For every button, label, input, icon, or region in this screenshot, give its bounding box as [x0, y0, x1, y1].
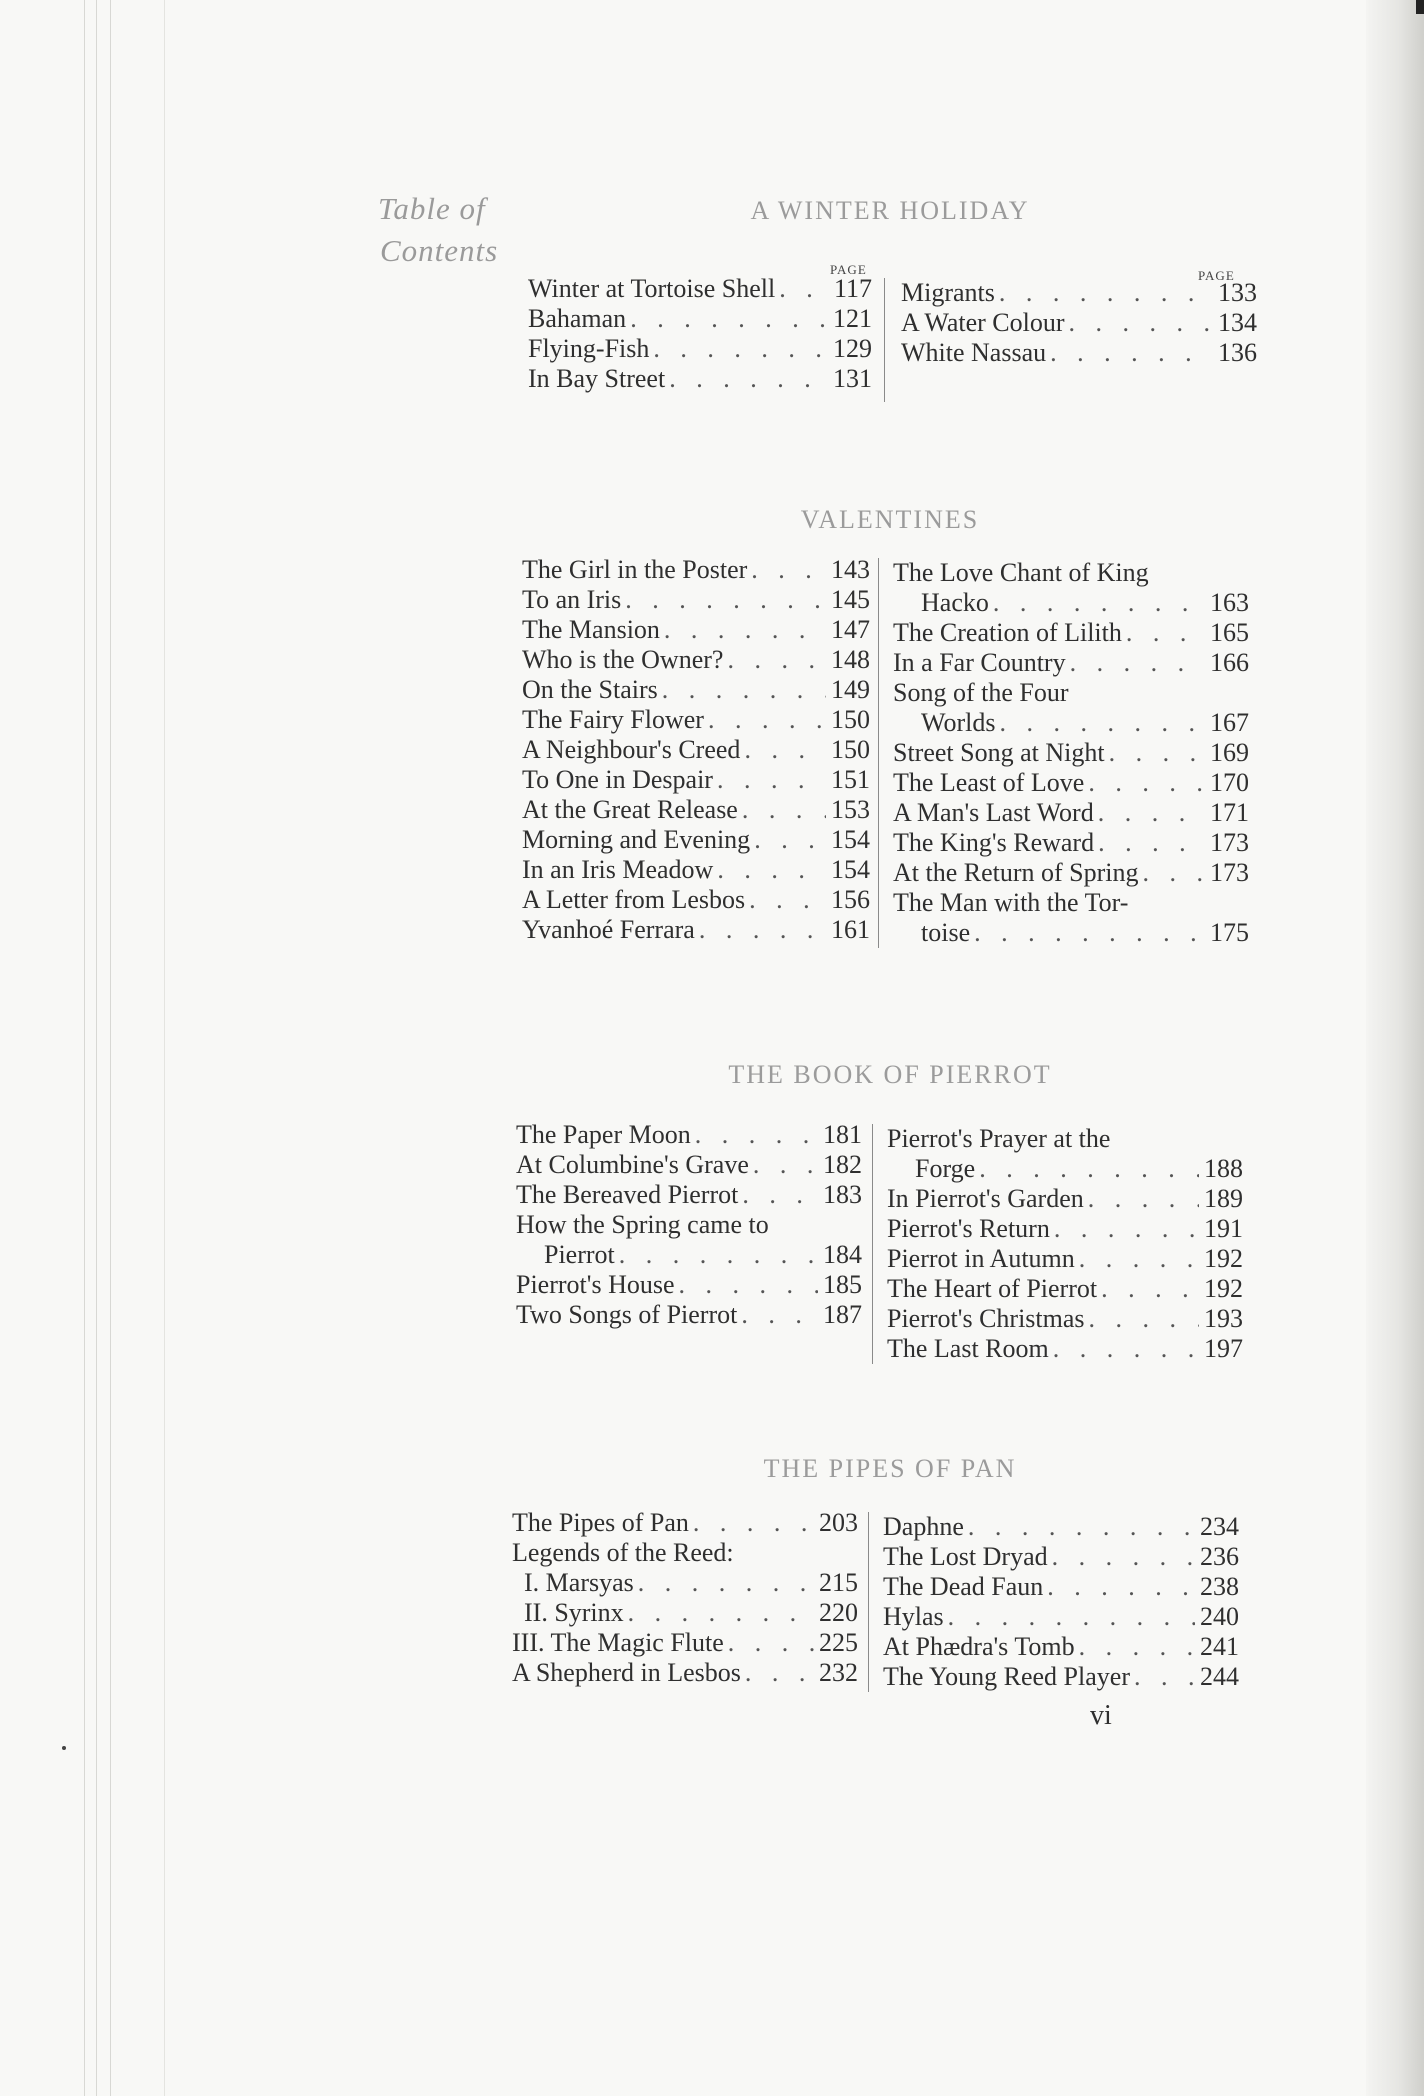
toc-entry-page: 154	[831, 825, 870, 854]
toc-leader-dots	[675, 1270, 818, 1300]
toc-entry-title: The Mansion	[522, 615, 660, 644]
toc-entry	[893, 648, 1249, 678]
toc-entry-page: 166	[1210, 648, 1249, 677]
toc-entry	[516, 1240, 862, 1270]
toc-entry	[887, 1334, 1243, 1364]
toc-entry	[522, 765, 870, 795]
toc-entry-title: III. The Magic Flute	[512, 1628, 724, 1657]
toc-entry-title: Song of the Four	[893, 678, 1069, 707]
margin-note-line: Table of	[378, 191, 486, 226]
toc-leader-dots	[615, 1240, 818, 1270]
toc-leader-dots	[1139, 858, 1205, 888]
toc-entry	[528, 334, 872, 364]
toc-leader-dots	[1097, 1274, 1199, 1304]
toc-leader-dots	[660, 615, 826, 645]
toc-leader-dots	[723, 645, 826, 675]
toc-entry-title: The Last Room	[887, 1334, 1049, 1363]
toc-entry	[512, 1658, 858, 1688]
toc-entry	[522, 855, 870, 885]
toc-entry	[522, 915, 870, 945]
toc-column-right	[868, 1512, 1239, 1692]
toc-entry	[893, 678, 1249, 708]
toc-leader-dots	[713, 765, 826, 795]
toc-leader-dots	[741, 1658, 814, 1688]
toc-leader-dots	[1050, 1214, 1199, 1244]
toc-entry-title: Pierrot's Prayer at the	[887, 1124, 1111, 1153]
toc-entry-page: 150	[831, 705, 870, 734]
toc-entry	[516, 1120, 862, 1150]
toc-leader-dots	[713, 855, 826, 885]
toc-leader-dots	[649, 334, 828, 364]
toc-leader-dots	[989, 588, 1205, 618]
toc-entry	[887, 1154, 1243, 1184]
toc-leader-dots	[738, 1180, 818, 1210]
toc-entry-title: Winter at Tortoise Shell	[528, 274, 776, 303]
toc-leader-dots	[695, 915, 826, 945]
toc-entry	[893, 918, 1249, 948]
toc-leader-dots	[1122, 618, 1205, 648]
toc-entry-page: 147	[831, 615, 870, 644]
toc-entry	[893, 588, 1249, 618]
toc-entry-page: 220	[819, 1598, 858, 1627]
toc-entry-page: 192	[1204, 1274, 1243, 1303]
toc-entry-title: At Phædra's Tomb	[883, 1632, 1075, 1661]
toc-entry-title: I. Marsyas	[524, 1568, 634, 1597]
page-column-label: PAGE	[830, 262, 867, 277]
toc-entry	[522, 555, 870, 585]
toc-entry-title: How the Spring came to	[516, 1210, 769, 1239]
toc-entry-title: Worlds	[921, 708, 996, 737]
toc-entry	[883, 1512, 1239, 1542]
toc-entry-page: 150	[831, 735, 870, 764]
toc-entry	[887, 1274, 1243, 1304]
toc-entry-page: 236	[1200, 1542, 1239, 1571]
section-title: THE PIPES OF PAN	[763, 1454, 1017, 1483]
toc-leader-dots	[970, 918, 1205, 948]
toc-entry-title: The Creation of Lilith	[893, 618, 1122, 647]
toc-leader-dots	[1066, 648, 1205, 678]
toc-entry-page: 117	[833, 274, 872, 303]
toc-entry-title: toise	[921, 918, 971, 947]
toc-entry-page: 145	[831, 585, 870, 614]
toc-entry-page: 225	[819, 1628, 858, 1657]
toc-leader-dots	[665, 364, 828, 394]
toc-entry-page: 149	[831, 675, 870, 704]
toc-leader-dots	[1043, 1572, 1195, 1602]
toc-entry-page: 148	[831, 645, 870, 674]
toc-leader-dots	[634, 1568, 814, 1598]
toc-entry	[893, 768, 1249, 798]
toc-entry	[516, 1270, 862, 1300]
toc-entry-title: Migrants	[901, 278, 995, 307]
toc-entry-title: A Man's Last Word	[893, 798, 1094, 827]
page-edge-line	[84, 0, 85, 2096]
toc-entry	[901, 278, 1257, 308]
toc-leader-dots	[704, 705, 826, 735]
toc-entry	[887, 1214, 1243, 1244]
toc-entry-title: Pierrot in Autumn	[887, 1244, 1075, 1273]
toc-entry-title: Forge	[915, 1154, 976, 1183]
toc-entry-page: 244	[1200, 1662, 1239, 1691]
toc-entry	[893, 558, 1249, 588]
toc-entry	[522, 795, 870, 825]
toc-leader-dots	[745, 885, 826, 915]
toc-leader-dots	[1085, 1304, 1199, 1334]
toc-entry-page: 129	[833, 334, 872, 363]
toc-entry	[522, 885, 870, 915]
toc-entry-title: Flying-Fish	[528, 334, 650, 363]
toc-entry-page: 163	[1210, 588, 1249, 617]
toc-entry-title: Bahaman	[528, 304, 627, 333]
toc-entry-title: The Heart of Pierrot	[887, 1274, 1098, 1303]
toc-entry-page: 170	[1210, 768, 1249, 797]
toc-entry	[887, 1304, 1243, 1334]
toc-entry-page: 240	[1200, 1602, 1239, 1631]
toc-entry	[522, 645, 870, 675]
toc-entry-page: 171	[1210, 798, 1249, 827]
toc-entry	[516, 1300, 862, 1330]
toc-entry-page: 173	[1210, 828, 1249, 857]
toc-entry	[893, 828, 1249, 858]
toc-entry	[528, 364, 872, 394]
toc-entry-title: The Man with the Tor-	[893, 888, 1129, 917]
corner-mark	[1416, 0, 1424, 14]
toc-entry-title: Street Song at Night	[893, 738, 1105, 767]
toc-leader-dots	[1075, 1632, 1195, 1662]
toc-entry-title: The Least of Love	[893, 768, 1085, 797]
toc-leader-dots	[740, 735, 826, 765]
toc-entry-page: 215	[819, 1568, 858, 1597]
toc-leader-dots	[658, 675, 826, 705]
toc-entry-title: On the Stairs	[522, 675, 658, 704]
toc-entry-page: 197	[1204, 1334, 1243, 1363]
toc-entry-page: 167	[1210, 708, 1249, 737]
toc-entry-page: 183	[823, 1180, 862, 1209]
toc-entry-page: 131	[833, 364, 872, 393]
page-edge-line	[110, 0, 111, 2096]
toc-entry	[893, 708, 1249, 738]
toc-entry-title: The Girl in the Poster	[522, 555, 748, 584]
toc-entry	[887, 1244, 1243, 1274]
toc-entry	[883, 1632, 1239, 1662]
toc-entry-title: The Lost Dryad	[883, 1542, 1048, 1571]
toc-entry	[893, 858, 1249, 888]
toc-entry-title: To One in Despair	[522, 765, 713, 794]
toc-leader-dots	[1084, 768, 1205, 798]
toc-entry-page: 193	[1204, 1304, 1243, 1333]
toc-entry-title: Morning and Evening	[522, 825, 751, 854]
toc-column-right	[878, 558, 1249, 948]
toc-entry-page: 121	[833, 304, 872, 333]
toc-entry-page: 185	[823, 1270, 862, 1299]
toc-entry	[522, 675, 870, 705]
toc-entry	[512, 1598, 858, 1628]
toc-entry-title: A Neighbour's Creed	[522, 735, 741, 764]
margin-note	[378, 188, 528, 272]
toc-entry-title: Hacko	[921, 588, 989, 617]
toc-entry-page: 184	[823, 1240, 862, 1269]
toc-entry	[887, 1184, 1243, 1214]
toc-leader-dots	[995, 708, 1205, 738]
toc-entry-page: 203	[819, 1508, 858, 1537]
toc-entry-page: 151	[831, 765, 870, 794]
toc-entry	[893, 888, 1249, 918]
toc-leader-dots	[995, 278, 1213, 308]
toc-entry-page: 136	[1218, 338, 1257, 367]
toc-leader-dots	[750, 825, 826, 855]
toc-entry-page: 234	[1200, 1512, 1239, 1541]
toc-entry-title: Pierrot's House	[516, 1270, 675, 1299]
toc-leader-dots	[624, 1598, 814, 1628]
toc-entry-page: 165	[1210, 618, 1249, 647]
page-number: vi	[1090, 1700, 1112, 1731]
toc-entry-page: 173	[1210, 858, 1249, 887]
toc-entry-page: 169	[1210, 738, 1249, 767]
toc-entry-title: To an Iris	[522, 585, 622, 614]
page-edge-line	[96, 0, 97, 2096]
toc-leader-dots	[621, 585, 826, 615]
toc-entry-page: 161	[831, 915, 870, 944]
toc-entry-title: In Bay Street	[528, 364, 666, 393]
toc-entry	[516, 1210, 862, 1240]
toc-entry-title: The Love Chant of King	[893, 558, 1149, 587]
toc-entry	[522, 615, 870, 645]
toc-entry-page: 191	[1204, 1214, 1243, 1243]
toc-leader-dots	[975, 1154, 1199, 1184]
toc-column-left	[516, 1120, 862, 1330]
toc-entry	[522, 735, 870, 765]
toc-entry-title: In Pierrot's Garden	[887, 1184, 1084, 1213]
toc-entry-page: 143	[831, 555, 870, 584]
toc-entry-page: 241	[1200, 1632, 1239, 1661]
toc-entry-title: Yvanhoé Ferrara	[522, 915, 695, 944]
toc-entry	[883, 1542, 1239, 1572]
toc-column-left	[528, 274, 872, 394]
toc-entry-title: At Columbine's Grave	[516, 1150, 749, 1179]
toc-entry-page: 182	[823, 1150, 862, 1179]
toc-entry-title: Daphne	[883, 1512, 964, 1541]
toc-leader-dots	[1094, 798, 1205, 828]
toc-entry-title: A Water Colour	[901, 308, 1065, 337]
toc-entry-page: 189	[1204, 1184, 1243, 1213]
toc-entry	[516, 1150, 862, 1180]
toc-entry	[883, 1572, 1239, 1602]
toc-entry-title: Pierrot's Christmas	[887, 1304, 1085, 1333]
toc-leader-dots	[1084, 1184, 1199, 1214]
page-edge-line	[164, 0, 165, 2096]
toc-entry-page: 156	[831, 885, 870, 914]
toc-entry-title: II. Syrinx	[524, 1598, 624, 1627]
toc-entry	[893, 618, 1249, 648]
toc-leader-dots	[689, 1508, 814, 1538]
toc-entry-page: 181	[823, 1120, 862, 1149]
toc-entry-title: Two Songs of Pierrot	[516, 1300, 738, 1329]
toc-leader-dots	[738, 795, 826, 825]
toc-leader-dots	[626, 304, 828, 334]
toc-entry-title: Pierrot's Return	[887, 1214, 1050, 1243]
toc-entry	[893, 738, 1249, 768]
toc-entry-title: A Letter from Lesbos	[522, 885, 746, 914]
toc-entry-title: In an Iris Meadow	[522, 855, 714, 884]
toc-entry-title: The Young Reed Player	[883, 1662, 1130, 1691]
toc-entry	[528, 274, 872, 304]
toc-entry	[901, 308, 1257, 338]
toc-entry	[512, 1508, 858, 1538]
toc-entry-title: Hylas	[883, 1602, 944, 1631]
toc-leader-dots	[749, 1150, 818, 1180]
toc-column-left	[522, 555, 870, 945]
toc-leader-dots	[1130, 1662, 1195, 1692]
toc-column-right	[884, 278, 1257, 402]
toc-leader-dots	[944, 1602, 1195, 1632]
toc-entry-title: The Dead Faun	[883, 1572, 1044, 1601]
toc-entry-title: The Fairy Flower	[522, 705, 704, 734]
toc-entry	[522, 825, 870, 855]
toc-entry	[512, 1568, 858, 1598]
toc-entry-page: 192	[1204, 1244, 1243, 1273]
toc-entry	[522, 705, 870, 735]
toc-entry-title: White Nassau	[901, 338, 1047, 367]
toc-entry	[901, 338, 1257, 368]
toc-entry-title: The Bereaved Pierrot	[516, 1180, 739, 1209]
toc-leader-dots	[964, 1512, 1195, 1542]
toc-leader-dots	[724, 1628, 814, 1658]
toc-leader-dots	[1075, 1244, 1199, 1274]
toc-leader-dots	[737, 1300, 818, 1330]
section-title: THE BOOK OF PIERROT	[728, 1060, 1052, 1089]
toc-entry	[522, 585, 870, 615]
toc-entry-page: 175	[1210, 918, 1249, 947]
toc-entry-title: The Pipes of Pan	[512, 1508, 689, 1537]
toc-column-right	[872, 1124, 1243, 1364]
toc-entry-page: 238	[1200, 1572, 1239, 1601]
toc-entry-page: 153	[831, 795, 870, 824]
margin-note-line: Contents	[380, 233, 499, 268]
toc-entry-page: 188	[1204, 1154, 1243, 1183]
toc-entry-title: At the Return of Spring	[893, 858, 1139, 887]
toc-entry-title: A Shepherd in Lesbos	[512, 1658, 741, 1687]
toc-entry	[893, 798, 1249, 828]
toc-entry-page: 187	[823, 1300, 862, 1329]
toc-entry-title: At the Great Release	[522, 795, 738, 824]
toc-entry-title: The Paper Moon	[516, 1120, 691, 1149]
toc-entry-page: 232	[819, 1658, 858, 1687]
toc-entry	[887, 1124, 1243, 1154]
page-column-label: PAGE	[1198, 268, 1235, 283]
toc-entry-page: 133	[1218, 278, 1257, 307]
toc-leader-dots	[1049, 1334, 1199, 1364]
toc-leader-dots	[775, 274, 828, 304]
toc-entry-page: 134	[1218, 308, 1257, 337]
spine-shadow	[1366, 0, 1424, 2096]
toc-entry-title: The King's Reward	[893, 828, 1095, 857]
speck	[62, 1746, 66, 1750]
toc-entry-title: Pierrot	[544, 1240, 615, 1269]
toc-entry-title: Legends of the Reed:	[512, 1538, 734, 1567]
toc-leader-dots	[1105, 738, 1205, 768]
toc-leader-dots	[1046, 338, 1213, 368]
toc-entry-page: 154	[831, 855, 870, 884]
toc-leader-dots	[691, 1120, 818, 1150]
toc-entry-title: Who is the Owner?	[522, 645, 724, 674]
toc-entry	[512, 1628, 858, 1658]
toc-entry	[528, 304, 872, 334]
toc-entry	[883, 1602, 1239, 1632]
toc-entry	[516, 1180, 862, 1210]
toc-column-left	[512, 1508, 858, 1688]
section-title: VALENTINES	[800, 505, 980, 534]
toc-entry	[883, 1662, 1239, 1692]
toc-leader-dots	[747, 555, 826, 585]
section-title: A WINTER HOLIDAY	[750, 196, 1030, 225]
toc-leader-dots	[1065, 308, 1213, 338]
toc-entry	[512, 1538, 858, 1568]
toc-leader-dots	[1048, 1542, 1195, 1572]
toc-entry-title: In a Far Country	[893, 648, 1066, 677]
toc-leader-dots	[1094, 828, 1205, 858]
